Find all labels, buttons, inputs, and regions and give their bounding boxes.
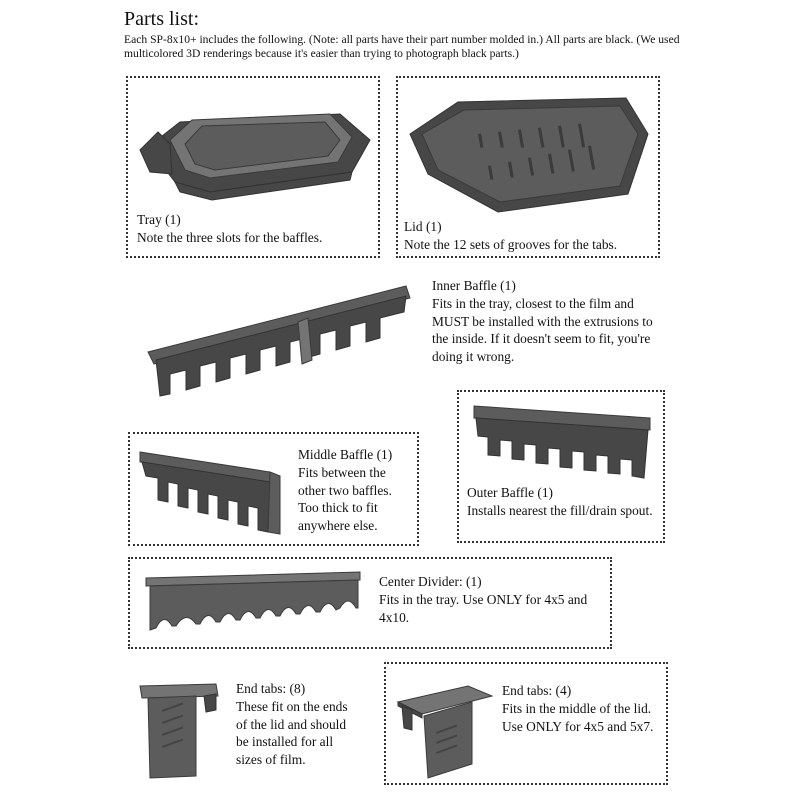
end-tabs-4-image [398,682,498,782]
end-tabs-4-desc: Fits in the middle of the lid. Use ONLY for 4x5 and 5x7. [502,701,654,734]
inner-baffle-desc: Fits in the tray, closest to the film and MUST be installed with the extrusions to the inside. If it doesn't seem to fit, you're doing it wrong. [432,296,653,364]
lid-desc: Note the 12 sets of grooves for the tabs. [404,237,618,252]
end-tabs-4-name: End tabs: (4) [502,683,572,698]
middle-baffle-name: Middle Baffle (1) [298,447,393,462]
middle-baffle-desc: Fits between the other two baffles. Too thick to fit anywhere else. [298,465,392,533]
lid-image [408,94,653,214]
outer-baffle-desc: Installs nearest the fill/drain spout. [467,503,653,518]
end-tabs-8-desc: These fit on the ends of the lid and should be installed for all sizes of film. [236,699,348,767]
outer-baffle-name: Outer Baffle (1) [467,485,554,500]
outer-baffle-image [474,404,654,484]
inner-baffle-image [148,282,413,412]
center-divider-image [146,568,366,638]
tray-name: Tray (1) [137,212,181,227]
middle-baffle-image [140,448,290,536]
inner-baffle-name: Inner Baffle (1) [432,278,516,293]
end-tabs-8-name: End tabs: (8) [236,681,306,696]
center-divider-desc: Fits in the tray. Use ONLY for 4x5 and 4x10. [379,592,588,625]
page-title: Parts list: [124,8,200,30]
intro-text: Each SP-8x10+ includes the following. (Note: all parts have their part number molded in.) All parts are black. (We used multicolored 3D renderings because it's easier than trying to photograph black parts.) [124,33,680,60]
tray-image [140,92,375,202]
center-divider-name: Center Divider: (1) [379,574,482,589]
end-tabs-8-image [140,680,220,780]
tray-desc: Note the three slots for the baffles. [137,230,323,245]
lid-name: Lid (1) [404,219,442,234]
